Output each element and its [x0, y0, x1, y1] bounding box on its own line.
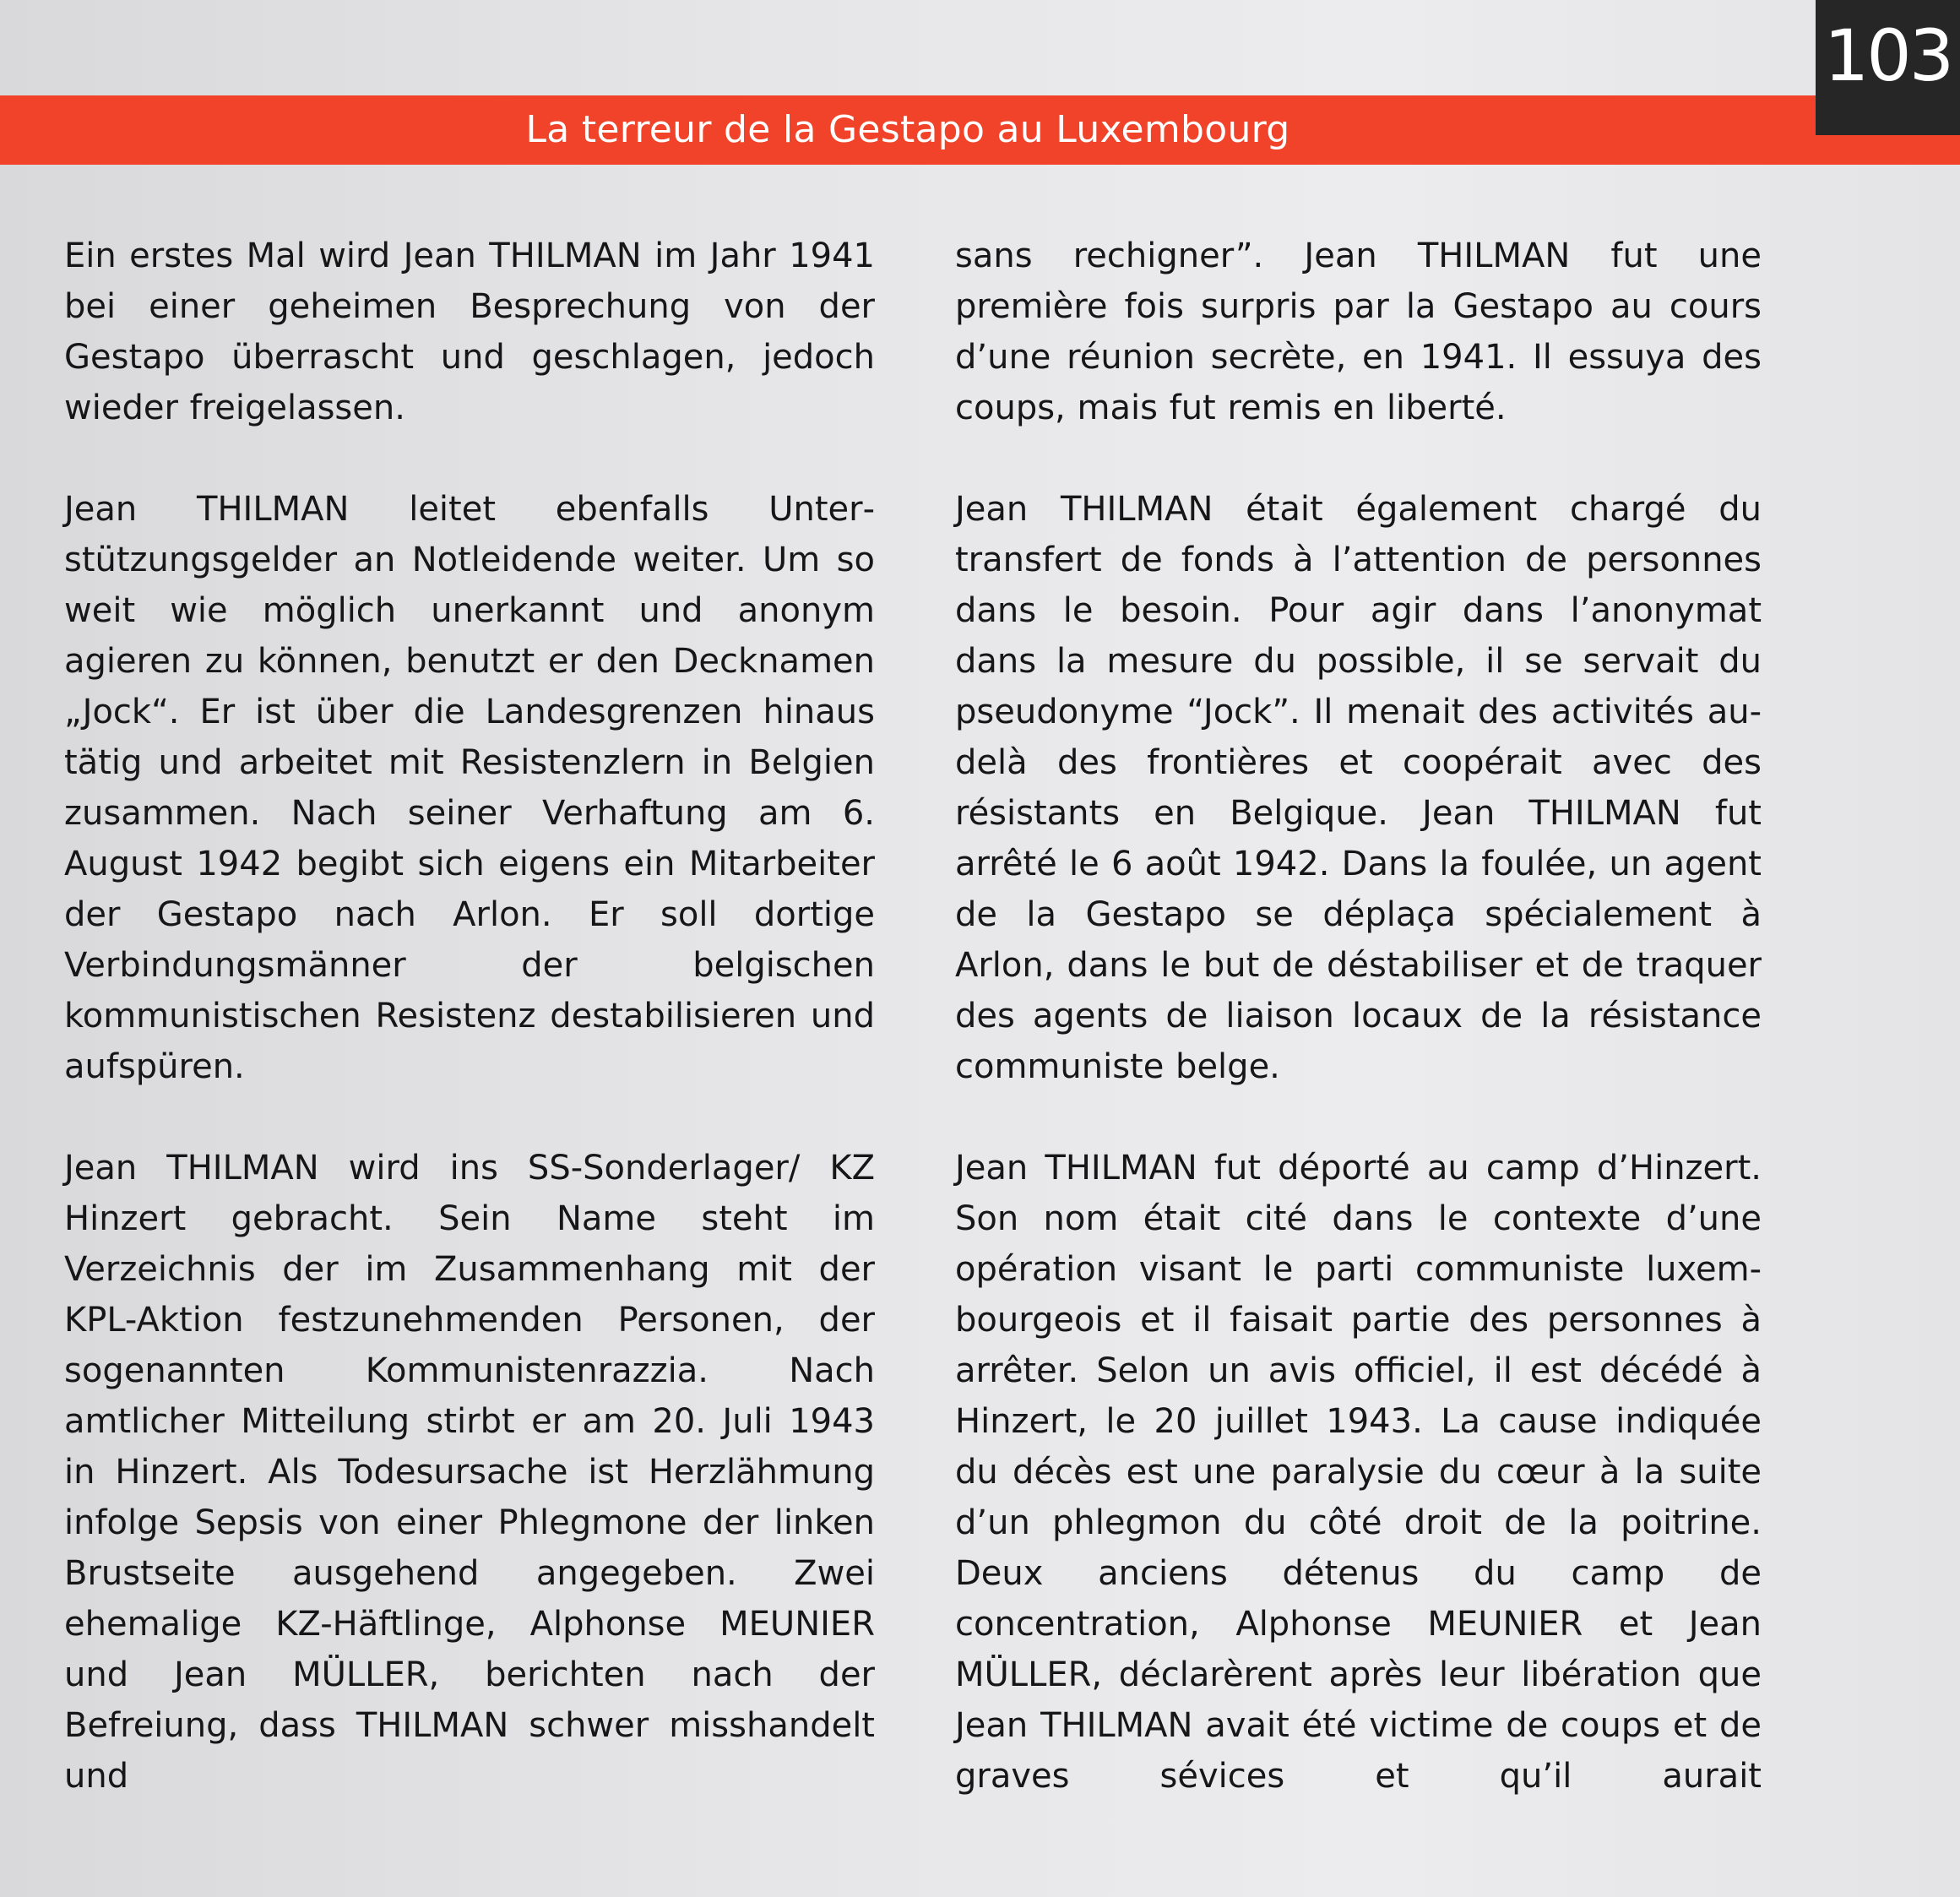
french-paragraph-1: sans rechigner”. Jean THILMAN fut une première fois surpris par la Gestapo au cours d’une réunion secrète, en 1941. Il essuya des coups, mais fut remis en liberté.	[955, 236, 1762, 427]
german-paragraph-1: Ein erstes Mal wird Jean THILMAN im Jahr 1941 bei einer geheimen Besprechung von der Gestapo überrascht und geschlagen, jedoch wieder freigelassen.	[64, 236, 875, 427]
german-paragraph-3: Jean THILMAN wird ins SS-Sonderlager/ KZ Hinzert gebracht. Sein Name steht im Verzeichnis der im Zusammenhang mit der KPL-Aktion festzunehmenden Personen, der sogenannten Kommunistenrazzia. Nach amtlicher Mitteilung stirbt er am 20. Juli 1943 in Hinzert. Als Todesursache ist Herzlähmung infolge Sepsis von einer Phlegmone der linken Brustseite ausgehend angegeben. Zwei ehemalige KZ-Häftlinge, Alphonse MEUNIER und Jean MÜLLER, berichten nach der Befreiung, dass THILMAN schwer misshandelt und	[64, 1149, 875, 1796]
german-paragraph-2: Jean THILMAN leitet ebenfalls Unterstützungsgelder an Notleidende weiter. Um so weit wie möglich unerkannt und anonym agieren zu können, benutzt er den Decknamen „Jock“. Er ist über die Landesgrenzen hinaus tätig und arbeitet mit Resistenzlern in Belgien zusammen. Nach seiner Verhaftung am 6. August 1942 begibt sich eigens ein Mitarbeiter der Gestapo nach Arlon. Er soll dortige Verbindungsmänner der belgischen kommunistischen Resistenz destabilisieren und aufspüren.	[64, 490, 875, 1086]
french-paragraph-3: Jean THILMAN fut déporté au camp d’Hinzert. Son nom était cité dans le contexte d’une opération visant le parti communiste luxembourgeois et il faisait partie des personnes à arrêter. Selon un avis officiel, il est décédé à Hinzert, le 20 juillet 1943. La cause indiquée du décès est une paralysie du cœur à la suite d’un phlegmon du côté droit de la poitrine. Deux anciens détenus du camp de concentration, Alphonse MEUNIER et Jean MÜLLER, déclarèrent après leur libération que Jean THILMAN avait été victime de coups et de graves sévices et qu’il aurait	[955, 1149, 1762, 1796]
running-header-title: La terreur de la Gestapo au Luxembourg	[525, 108, 1290, 151]
french-text-column	[955, 231, 1762, 1802]
page-number: 103	[1823, 14, 1952, 97]
page-number-box	[1816, 0, 1960, 135]
header-band	[0, 95, 1960, 165]
german-text-column	[64, 231, 875, 1802]
french-paragraph-2: Jean THILMAN était également chargé du transfert de fonds à l’attention de personnes dans le besoin. Pour agir dans l’anonymat dans la mesure du possible, il se servait du pseudonyme “Jock”. Il menait des activités au-delà des frontières et coopérait avec des résistants en Belgique. Jean THILMAN fut arrêté le 6 août 1942. Dans la foulée, un agent de la Gestapo se déplaça spécialement à Arlon, dans le but de déstabiliser et de traquer des agents de liaison locaux de la résistance communiste belge.	[955, 490, 1762, 1086]
